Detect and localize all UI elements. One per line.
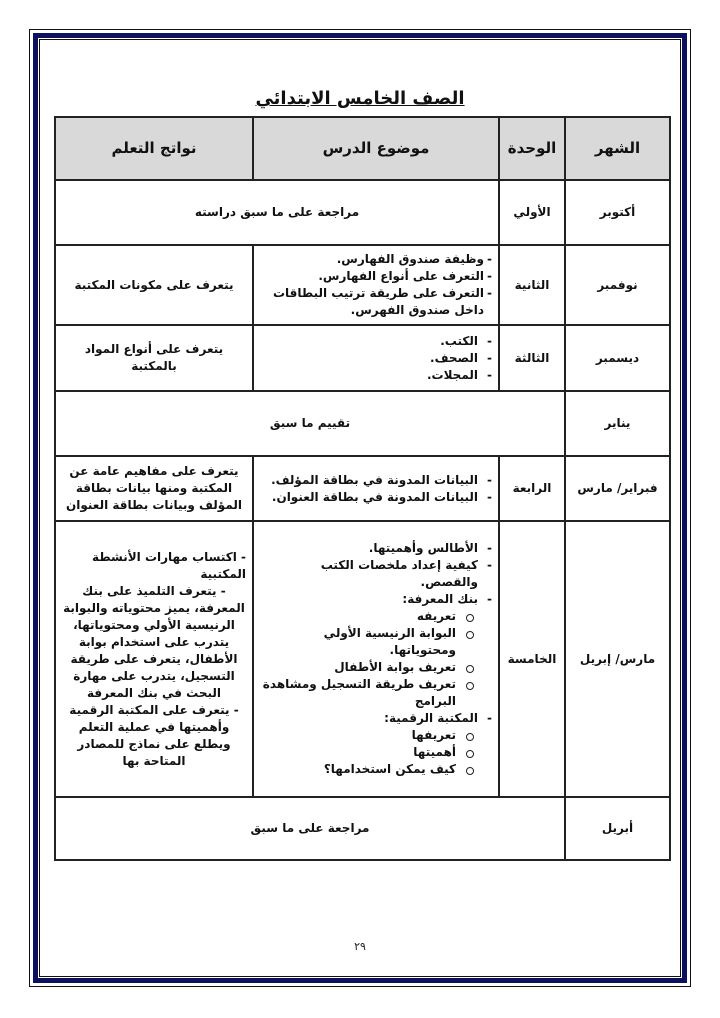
digital-library-list bbox=[260, 727, 478, 778]
sub-item: تعريفه bbox=[260, 608, 478, 625]
topic-item: - الكتب. bbox=[260, 333, 492, 350]
table-row bbox=[55, 180, 670, 245]
sub-item: أهميتها bbox=[260, 744, 478, 761]
cell-unit: الأولي bbox=[499, 180, 565, 245]
page-title: الصف الخامس الابتدائي bbox=[255, 88, 465, 109]
cell-outcomes: يتعرف على مكونات المكتبة bbox=[55, 245, 253, 325]
knowledge-bank-list bbox=[260, 608, 478, 710]
cell-month: يناير bbox=[565, 391, 670, 456]
digital-library-title: المكتبة الرقمية: bbox=[384, 711, 478, 725]
outcome-item: - اكتساب مهارات الأنشطة المكتبية bbox=[92, 549, 246, 581]
topic-list bbox=[260, 251, 492, 319]
topic-item: - الصحف. bbox=[260, 350, 492, 367]
cell-unit: الخامسة bbox=[499, 521, 565, 797]
header-month: الشهر bbox=[565, 117, 670, 180]
header-outcomes: نواتج التعلم bbox=[55, 117, 253, 180]
curriculum-table bbox=[54, 116, 671, 861]
sub-item: البوابة الرنيسية الأولي ومحتوياتها. bbox=[260, 625, 478, 659]
topic-item: - كيفية إعداد ملخصات الكتب والقصص. bbox=[260, 557, 492, 591]
header-topic: موضوع الدرس bbox=[253, 117, 499, 180]
topic-item: - التعرف على أنواع الفهارس. bbox=[260, 268, 492, 285]
sub-item: تعريفها bbox=[260, 727, 478, 744]
cell-unit: الثانية bbox=[499, 245, 565, 325]
page-number: ٢٩ bbox=[354, 940, 366, 953]
cell-topic bbox=[253, 245, 499, 325]
topic-list bbox=[260, 540, 492, 778]
cell-month: أكتوبر bbox=[565, 180, 670, 245]
cell-outcomes: يتعرف على أنواع المواد بالمكتبة bbox=[55, 325, 253, 391]
cell-month: أبريل bbox=[565, 797, 670, 860]
cell-month: مارس/ إبريل bbox=[565, 521, 670, 797]
cell-topic bbox=[253, 325, 499, 391]
cell-unit: الثالثة bbox=[499, 325, 565, 391]
table-row bbox=[55, 456, 670, 521]
topic-item: - الأطالس وأهميتها. bbox=[260, 540, 492, 557]
cell-merged-topic: تقييم ما سبق bbox=[55, 391, 565, 456]
table-header-row bbox=[55, 117, 670, 180]
cell-outcomes bbox=[55, 521, 253, 797]
cell-outcomes: يتعرف على مفاهيم عامة عن المكتبة ومنها بيانات بطاقة المؤلف وبيانات بطاقة العنوان bbox=[55, 456, 253, 521]
topic-list bbox=[260, 472, 492, 506]
knowledge-bank-title: بنك المعرفة: bbox=[402, 592, 478, 606]
table-row bbox=[55, 391, 670, 456]
cell-month: نوفمبر bbox=[565, 245, 670, 325]
topic-list bbox=[260, 333, 492, 384]
table-row bbox=[55, 521, 670, 797]
cell-merged-topic: مراجعة على ما سبق bbox=[55, 797, 565, 860]
outcome-item: - يتعرف التلميذ على بنك المعرفة، يميز محتوياته والبوابة الرنيسية الأولي ومحتوياتها، يتدرب على استخدام بوابة الأطفال، يتعرف على طريقة التسجيل، يتدرب على مهارة البحث في بنك المعرفة bbox=[63, 583, 245, 700]
topic-item-knowledge-bank bbox=[260, 591, 492, 710]
topic-item: - التعرف على طريقة ترتيب البطاقات داخل صندوق الفهرس. bbox=[260, 285, 492, 319]
topic-item-digital-library bbox=[260, 710, 492, 778]
topic-item: - البيانات المدونة في بطاقة العنوان. bbox=[260, 489, 492, 506]
cell-merged-topic: مراجعة على ما سبق دراسته bbox=[55, 180, 499, 245]
outcome-item: - يتعرف على المكتبة الرقمية وأهميتها في عملية التعلم ويطلع على نماذج للمصادر المتاحة بها bbox=[69, 702, 239, 768]
sub-item: كيف يمكن استخدامها؟ bbox=[260, 761, 478, 778]
header-unit: الوحدة bbox=[499, 117, 565, 180]
cell-month: ديسمبر bbox=[565, 325, 670, 391]
sub-item: تعريف طريقة التسجيل ومشاهدة البرامج bbox=[260, 676, 478, 710]
topic-item: - البيانات المدونة في بطاقة المؤلف. bbox=[260, 472, 492, 489]
topic-item: - المجلات. bbox=[260, 367, 492, 384]
table-row bbox=[55, 325, 670, 391]
cell-topic bbox=[253, 456, 499, 521]
topic-item: - وظيفة صندوق الفهارس. bbox=[260, 251, 492, 268]
cell-unit: الرابعة bbox=[499, 456, 565, 521]
table-row bbox=[55, 797, 670, 860]
table-row bbox=[55, 245, 670, 325]
sub-item: تعريف بوابة الأطفال bbox=[260, 659, 478, 676]
cell-topic bbox=[253, 521, 499, 797]
cell-month: فبراير/ مارس bbox=[565, 456, 670, 521]
